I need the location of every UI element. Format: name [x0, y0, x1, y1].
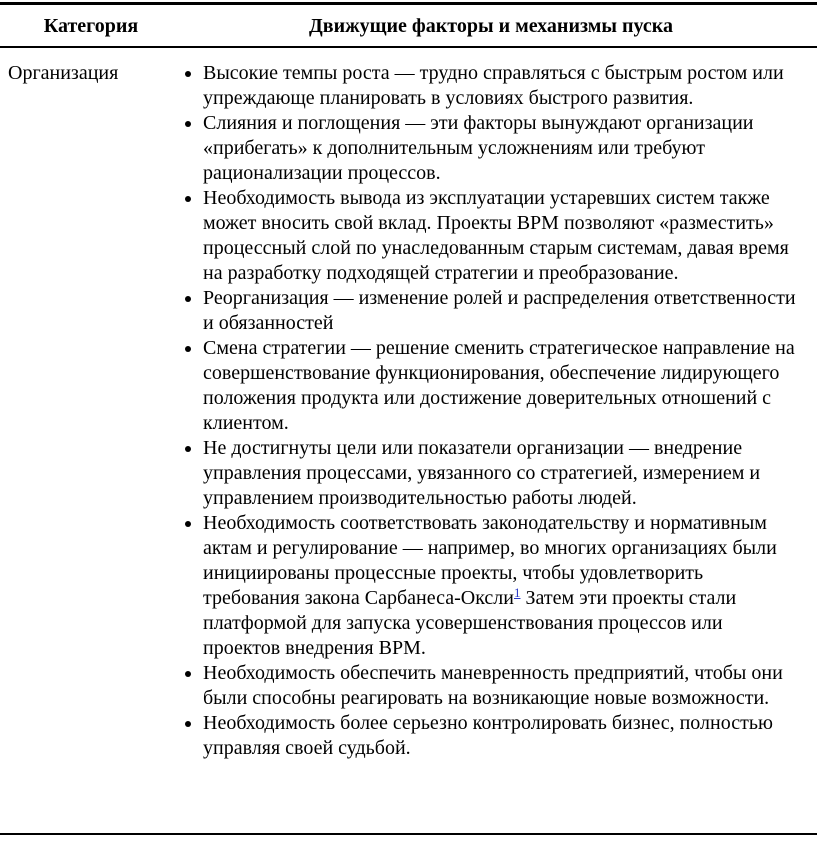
driver-bullet-item: • Не достигнуты цели или показатели организации — внедрение управления процессами, увязанного со стратегией, измерением и управлением производительностью работы людей. — [203, 436, 800, 511]
table-row — [0, 48, 817, 761]
driver-bullet-item: • Смена стратегии — решение сменить стратегическое направление на совершенствование функционирования, обеспечение лидирующего положения продукта или достижение доверительных отношений с клиентом. — [203, 336, 800, 436]
column-header-drivers: Движущие факторы и механизмы пуска — [309, 15, 673, 37]
driver-bullet-item: • Высокие темпы роста — трудно справляться с быстрым ростом или упреждающе планировать в условиях быстрого развития. — [203, 61, 800, 111]
column-header-category: Категория — [43, 15, 139, 37]
table-bottom-rule — [0, 833, 817, 835]
drivers-cell — [182, 61, 800, 761]
driver-bullet-item: • Слияния и поглощения — эти факторы вынуждают организации «прибегать» к дополнительным усложнениям или требуют рационализации процессов. — [203, 111, 800, 186]
driver-bullet-item: • Реорганизация — изменение ролей и распределения ответственности и обязанностей — [203, 286, 800, 336]
driver-bullet-item: • Необходимость более серьезно контролировать бизнес, полностью управляя своей судьбой. — [203, 711, 800, 761]
driving-factors-table — [0, 2, 817, 761]
driver-bullet-item: • Необходимость обеспечить маневренность предприятий, чтобы они были способны реагировать на возникающие новые возможности. — [203, 661, 800, 711]
bullet-text-before-footnote: Необходимость соответствовать законодательству и нормативным актам и регулирование — например, во многих организациях были инициированы процессные проекты, чтобы удовлетворить требования закона Сарбанеса-Оксли — [203, 512, 777, 609]
driver-bullet-item-with-footnote — [203, 511, 800, 661]
category-cell: Организация — [8, 62, 119, 84]
drivers-bullet-list — [182, 61, 800, 761]
table-header-row — [0, 2, 817, 48]
bullet-text-after-footnote: Затем эти проекты стали платформой для запуска усовершенствования процессов или проектов внедрения BPM. — [203, 587, 737, 659]
driver-bullet-item: • Необходимость вывода из эксплуатации устаревших систем также может вносить свой вклад. Проекты BPM позволяют «разместить» процессный слой по унаследованным старым системам, давая время на разработку подходящей стратегии и преобразование. — [203, 186, 800, 286]
footnote-1-link[interactable]: 1 — [514, 585, 521, 600]
